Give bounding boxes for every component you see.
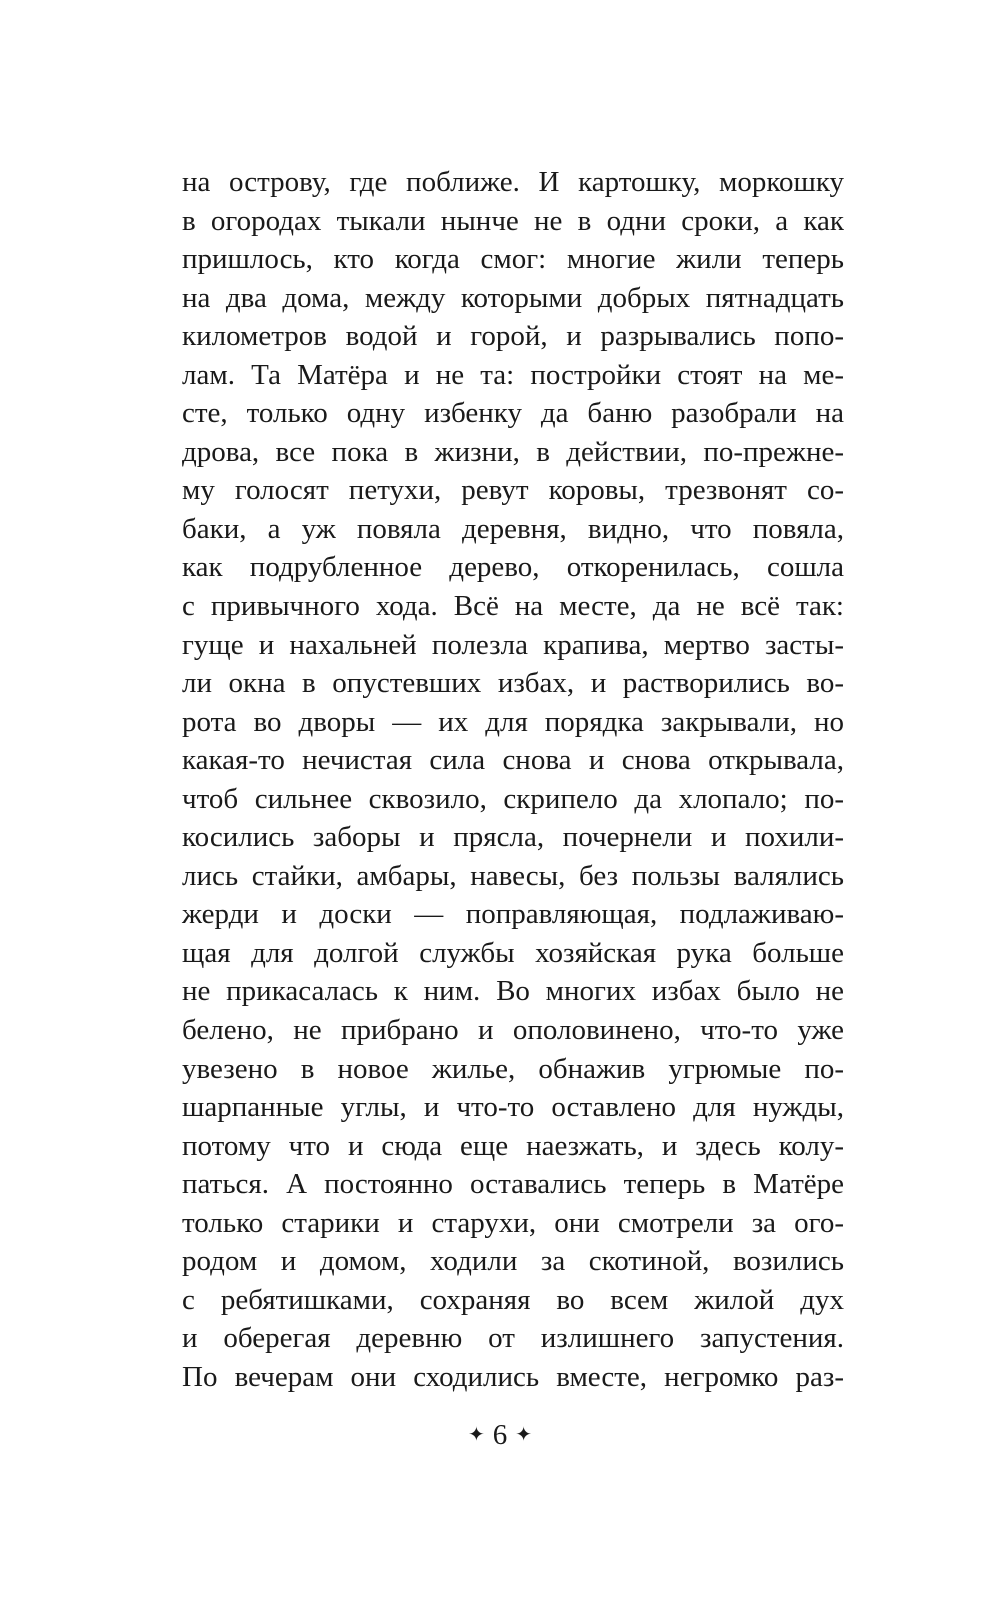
text-line: с ребятишками, сохраняя во всем жилой дух (182, 1283, 844, 1316)
text-line: как подрубленное дерево, откоренилась, сошла (182, 551, 844, 584)
star-ornament-icon: ✦ (515, 1424, 533, 1446)
text-line: только старики и старухи, они смотрели за ого- (182, 1206, 844, 1239)
text-line: пришлось, кто когда смог: многие жили теперь (182, 243, 844, 276)
text-line: на острову, где поближе. И картошку, моркошку (182, 166, 844, 198)
text-line: в огородах тыкали нынче не в одни сроки, а как (182, 204, 844, 237)
text-line: не прикасалась к ним. Во многих избах было не (182, 975, 844, 1008)
text-line: увезено в новое жилье, обнажив угрюмые по- (182, 1052, 844, 1085)
text-line: чтоб сильнее сквозило, скрипело да хлопало; по- (182, 782, 844, 815)
text-line: косились заборы и прясла, почернели и похили- (182, 821, 844, 854)
text-line: гуще и нахальней полезла крапива, мертво засты- (182, 628, 844, 661)
text-line: му голосят петухи, ревут коровы, трезвонят со- (182, 474, 844, 507)
text-line: и оберегая деревню от излишнего запустения. (182, 1322, 844, 1355)
text-line: щая для долгой службы хозяйская рука больше (182, 936, 844, 969)
text-line: баки, а уж повяла деревня, видно, что повяла, (182, 512, 844, 545)
text-line: паться. А постоянно оставались теперь в Матёре (182, 1168, 844, 1201)
text-line: какая-то нечистая сила снова и снова открывала, (182, 744, 844, 777)
text-line: ли окна в опустевших избах, и растворились во- (182, 667, 844, 700)
page-number-footer (0, 1415, 1000, 1455)
text-line: шарпанные углы, и что-то оставлено для нужды, (182, 1091, 844, 1124)
body-text (182, 163, 844, 1397)
text-line: километров водой и горой, и разрывались попо- (182, 320, 844, 353)
star-ornament-icon: ✦ (467, 1424, 485, 1446)
text-line: потому что и сюда еще наезжать, и здесь колу- (182, 1129, 844, 1162)
text-line: родом и домом, ходили за скотиной, возились (182, 1245, 844, 1278)
page-number: 6 (492, 1419, 508, 1451)
text-line: лись стайки, амбары, навесы, без пользы валялись (182, 859, 844, 892)
text-line: лам. Та Матёра и не та: постройки стоят на ме- (182, 358, 844, 391)
text-line: с привычного хода. Всё на месте, да не всё так: (182, 590, 844, 623)
text-line: дрова, все пока в жизни, в действии, по-прежне- (182, 435, 844, 468)
text-line: на два дома, между которыми добрых пятнадцать (182, 281, 844, 314)
text-line: рота во дворы — их для порядка закрывали, но (182, 705, 844, 738)
text-line: жерди и доски — поправляющая, подлаживаю- (182, 898, 844, 931)
text-line: По вечерам они сходились вместе, негромко раз- (182, 1360, 844, 1393)
text-line: белено, не прибрано и ополовинено, что-то уже (182, 1014, 844, 1047)
text-line: сте, только одну избенку да баню разобрали на (182, 397, 844, 430)
